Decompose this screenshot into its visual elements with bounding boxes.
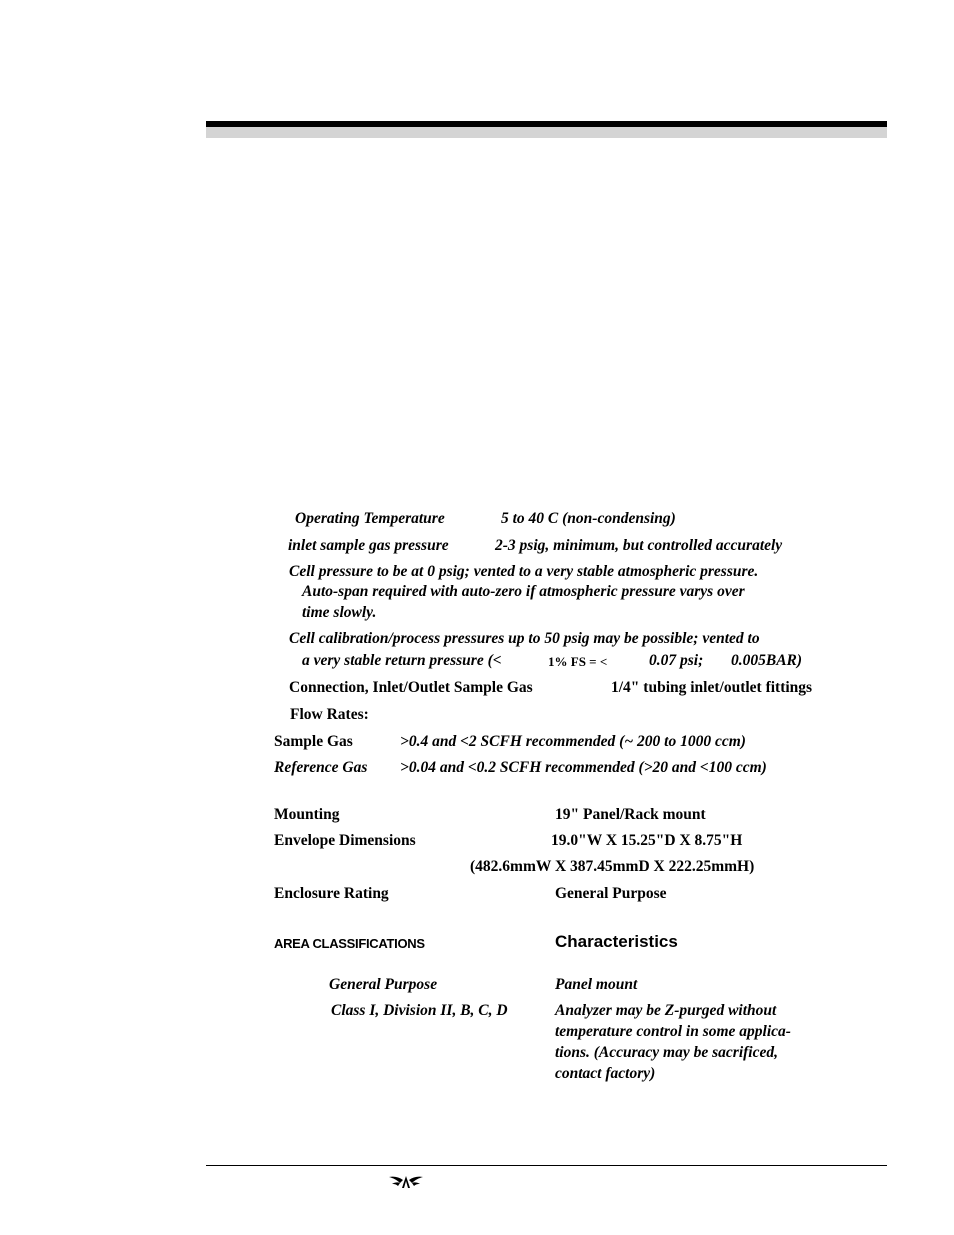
sample-gas-label: Sample Gas: [274, 733, 353, 750]
cell-calibration-line2a: a very stable return pressure (<: [302, 652, 502, 669]
envelope-dimensions-imperial: 19.0"W X 15.25"D X 8.75"H: [551, 832, 743, 849]
teledyne-logo-icon: [388, 1174, 424, 1190]
reference-gas-value: >0.04 and <0.2 SCFH recommended (>20 and <100 ccm): [400, 759, 767, 776]
area-classifications-heading: AREA CLASSIFICATIONS: [274, 936, 425, 951]
cell-calibration-line2d: 0.005BAR): [731, 652, 803, 669]
cell-pressure-line1: Cell pressure to be at 0 psig; vented to a very stable atmospheric pressure.: [289, 563, 759, 580]
reference-gas-label: Reference Gas: [274, 759, 368, 776]
area-row-characteristic: temperature control in some applica-: [555, 1023, 791, 1040]
cell-calibration-line2c: 0.07 psi;: [649, 652, 704, 669]
cell-pressure-line2: Auto-span required with auto-zero if atmospheric pressure varys over: [302, 583, 745, 600]
operating-temperature-value: 5 to 40 C (non-condensing): [501, 510, 676, 527]
cell-pressure-line3: time slowly.: [302, 604, 377, 621]
enclosure-rating-label: Enclosure Rating: [274, 885, 389, 902]
flow-rates-label: Flow Rates:: [290, 706, 369, 723]
cell-calibration-line2b: 1% FS = <: [548, 654, 608, 669]
area-row-characteristic: contact factory): [555, 1065, 656, 1082]
operating-temperature-label: Operating Temperature: [295, 510, 445, 527]
mounting-label: Mounting: [274, 806, 340, 823]
footer-rule: [206, 1165, 887, 1166]
connection-label: Connection, Inlet/Outlet Sample Gas: [289, 679, 533, 696]
sample-gas-value: >0.4 and <2 SCFH recommended (~ 200 to 1000 ccm): [400, 733, 746, 750]
inlet-pressure-value: 2-3 psig, minimum, but controlled accurately: [495, 537, 783, 554]
envelope-dimensions-label: Envelope Dimensions: [274, 832, 416, 849]
header-rule-gray: [206, 127, 887, 138]
area-row-classification: Class I, Division II, B, C, D: [331, 1002, 508, 1019]
area-row-characteristic: Panel mount: [555, 976, 638, 993]
characteristics-heading: Characteristics: [555, 932, 678, 951]
inlet-pressure-label: inlet sample gas pressure: [288, 537, 449, 554]
connection-value: 1/4" tubing inlet/outlet fittings: [611, 679, 813, 696]
area-row-characteristic: Analyzer may be Z-purged without: [555, 1002, 777, 1019]
enclosure-rating-value: General Purpose: [555, 885, 667, 902]
mounting-value: 19" Panel/Rack mount: [555, 806, 706, 823]
area-row-characteristic: tions. (Accuracy may be sacrificed,: [555, 1044, 778, 1061]
cell-calibration-line1: Cell calibration/process pressures up to 50 psig may be possible; vented to: [289, 630, 760, 647]
envelope-dimensions-metric: (482.6mmW X 387.45mmD X 222.25mmH): [470, 858, 755, 875]
area-row-classification: General Purpose: [329, 976, 438, 993]
